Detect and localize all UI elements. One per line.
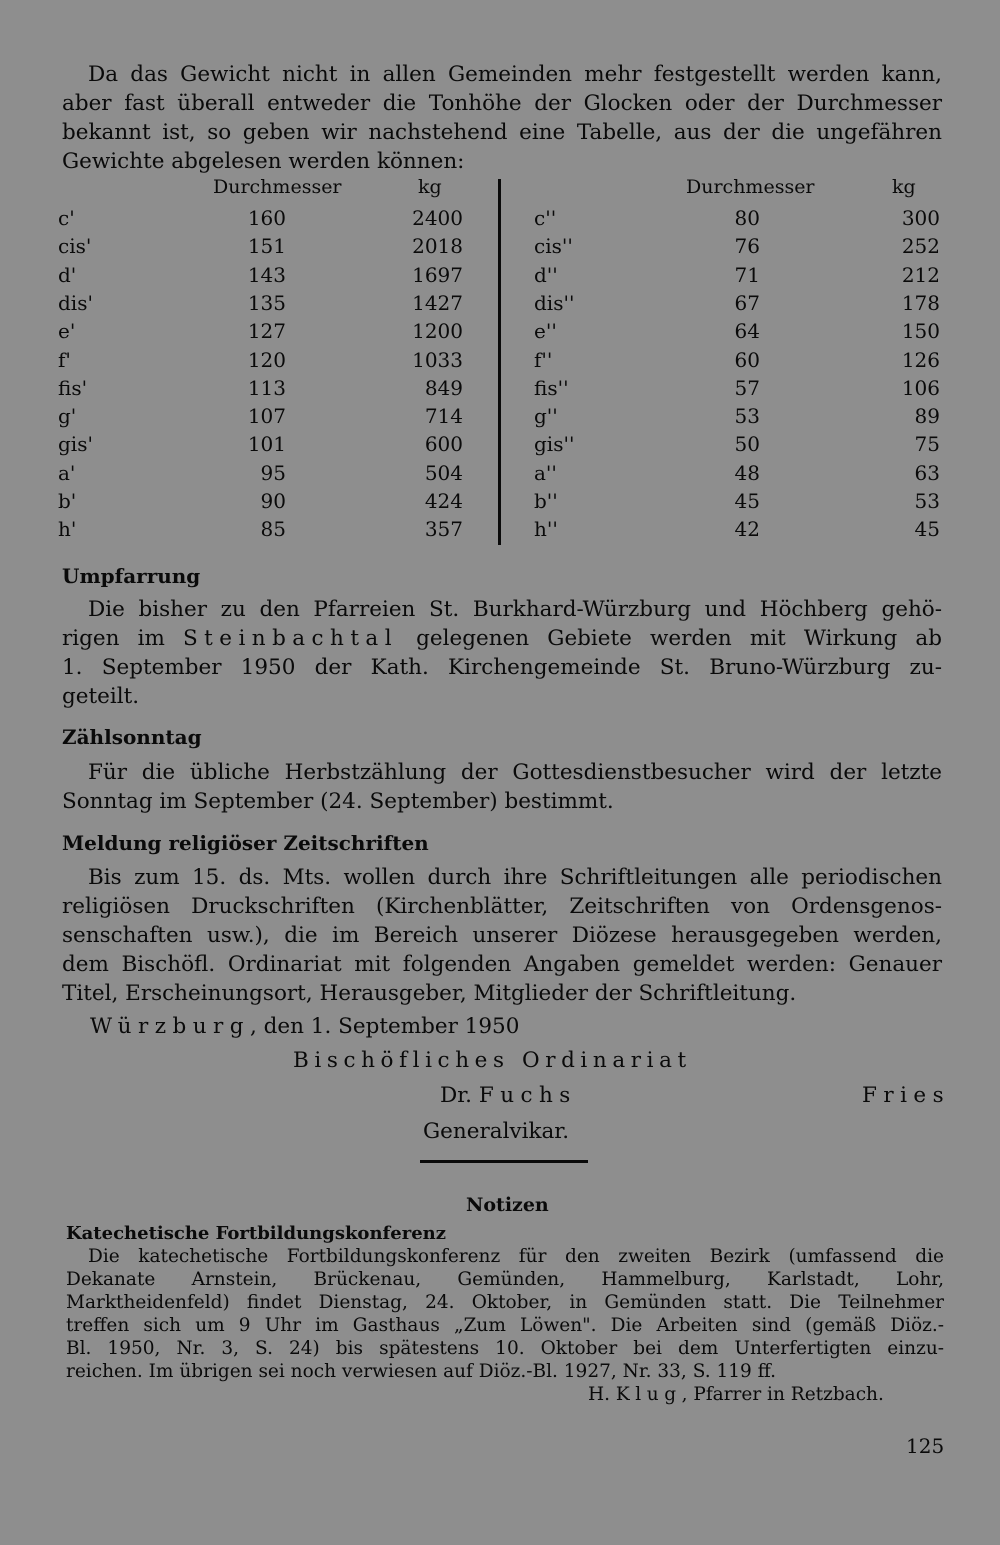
signature-place: Würzburg — [90, 1014, 250, 1039]
note-right: fis'' — [534, 375, 569, 400]
note-right: a'' — [534, 460, 557, 485]
table-row — [58, 459, 944, 487]
note-left: e' — [58, 319, 76, 344]
weight-left: 714 — [424, 404, 463, 429]
weight-right: 45 — [914, 517, 940, 542]
diameter-right: 48 — [734, 460, 760, 485]
table-row — [58, 515, 944, 543]
note-right: e'' — [534, 319, 557, 344]
diameter-left: 120 — [247, 347, 286, 372]
author-suffix: , Pfarrer in Retzbach. — [681, 1384, 884, 1405]
diameter-left: 90 — [260, 489, 286, 513]
weight-left: 504 — [424, 460, 463, 485]
note-right: g'' — [534, 404, 558, 429]
header-left-diameter: Durchmesser — [213, 176, 342, 198]
table-row — [58, 289, 944, 317]
diameter-left: 113 — [247, 375, 286, 400]
note-left: cis' — [58, 234, 92, 259]
notizen-author — [588, 1383, 884, 1406]
paragraph-line: geteilt. — [62, 684, 140, 709]
paragraph-line: senschaften usw.), die im Bereich unserer Diözese herausgegeben werden, — [62, 923, 942, 948]
header-right-kg: kg — [892, 176, 916, 198]
note-left: g' — [58, 404, 77, 429]
paragraph-line — [62, 624, 942, 653]
diameter-right: 57 — [734, 375, 760, 400]
table-row — [58, 346, 944, 374]
diameter-left: 101 — [247, 432, 286, 457]
paragraph-line: Für die übliche Herbstzählung der Gottesdienstbesucher wird der letzte — [88, 760, 942, 785]
signature-date-line — [90, 1012, 519, 1041]
paragraph-line: Bl. 1950, Nr. 3, S. 24) bis spätestens 10. Oktober bei dem Unterfertigten einzu- — [66, 1338, 944, 1359]
weight-left: 849 — [424, 375, 463, 400]
diameter-left: 85 — [260, 517, 286, 542]
note-left: c' — [58, 206, 75, 230]
header-left-kg: kg — [418, 176, 442, 198]
diameter-right: 76 — [734, 234, 760, 259]
note-left: f' — [58, 347, 71, 372]
zaehlsonntag-paragraph — [62, 758, 942, 816]
place-name-spaced: Steinbachtal — [183, 626, 399, 651]
intro-line: Da das Gewicht nicht in allen Gemeinden mehr festgestellt werden kann, — [88, 62, 942, 87]
note-right: d'' — [534, 262, 558, 287]
diameter-right: 53 — [734, 404, 760, 429]
note-left: a' — [58, 460, 76, 485]
table-header-row — [58, 173, 944, 201]
notizen-subheading: Katechetische Fortbildungskonferenz — [66, 1223, 446, 1244]
paragraph-line: Die bisher zu den Pfarreien St. Burkhard-Würzburg und Höchberg gehö- — [88, 597, 942, 622]
weight-left: 2400 — [412, 206, 463, 230]
umpfarrung-paragraph — [62, 595, 942, 711]
notizen-paragraph — [66, 1245, 944, 1383]
paragraph-line: Titel, Erscheinungsort, Herausgeber, Mitglieder der Schriftleitung. — [62, 981, 797, 1006]
section-heading-umpfarrung: Umpfarrung — [62, 564, 201, 588]
section-heading-zaehlsonntag: Zählsonntag — [62, 725, 202, 749]
diameter-right: 64 — [734, 319, 760, 344]
weight-right: 106 — [901, 375, 940, 400]
diameter-right: 42 — [734, 517, 760, 542]
paragraph-line: dem Bischöfl. Ordinariat mit folgenden Angaben gemeldet werden: Genauer — [62, 952, 942, 977]
note-right: h'' — [534, 517, 558, 542]
diameter-right: 71 — [734, 262, 760, 287]
section-divider — [420, 1160, 588, 1163]
signature-date: , den 1. September 1950 — [249, 1014, 520, 1039]
diameter-right: 80 — [734, 206, 760, 230]
paragraph-line: Marktheidenfeld) findet Dienstag, 24. Oktober, in Gemünden statt. Die Teilnehmer — [66, 1292, 944, 1313]
note-right: c'' — [534, 206, 557, 230]
notizen-heading: Notizen — [466, 1194, 549, 1216]
signature-office: Bischöfliches Ordinariat — [293, 1048, 692, 1073]
paragraph-line: Die katechetische Fortbildungskonferenz für den zweiten Bezirk (umfassend die — [88, 1246, 944, 1267]
weight-right: 212 — [901, 262, 940, 287]
signature-second-signer: Fries — [862, 1083, 951, 1108]
note-left: fis' — [58, 375, 88, 400]
paragraph-line: Bis zum 15. ds. Mts. wollen durch ihre Schriftleitungen alle periodischen — [88, 865, 942, 890]
weight-right: 53 — [914, 489, 940, 513]
intro-line: Gewichte abgelesen werden können: — [62, 149, 465, 174]
signature-name-prefix: Dr. — [440, 1083, 472, 1108]
table-row — [58, 317, 944, 345]
weight-left: 1697 — [412, 262, 463, 287]
weight-left: 600 — [424, 432, 463, 457]
paragraph-line: 1. September 1950 der Kath. Kirchengemeinde St. Bruno-Würzburg zu- — [62, 655, 942, 680]
table-row — [58, 261, 944, 289]
weight-right: 252 — [901, 234, 940, 259]
signature-name-line — [440, 1081, 577, 1110]
note-right: b'' — [534, 489, 558, 513]
note-right: f'' — [534, 347, 553, 372]
diameter-right: 45 — [734, 489, 760, 513]
note-right: dis'' — [534, 290, 575, 315]
paragraph-line: religiösen Druckschriften (Kirchenblätter, Zeitschriften von Ordensgenos- — [62, 894, 942, 919]
table-row — [58, 430, 944, 458]
section-heading-meldung: Meldung religiöser Zeitschriften — [62, 831, 429, 855]
weight-left: 1200 — [412, 319, 463, 344]
table-row — [58, 374, 944, 402]
paragraph-line: Dekanate Arnstein, Brückenau, Gemünden, Hammelburg, Karlstadt, Lohr, — [66, 1269, 944, 1290]
weight-right: 150 — [901, 319, 940, 344]
intro-line: aber fast überall entweder die Tonhöhe der Glocken oder der Durchmesser — [62, 91, 942, 116]
signature-name: Fuchs — [478, 1083, 577, 1108]
diameter-left: 95 — [260, 460, 286, 485]
table-row — [58, 402, 944, 430]
note-left: gis' — [58, 432, 93, 457]
intro-line: bekannt ist, so geben wir nachstehend eine Tabelle, aus der die ungefähren — [62, 120, 942, 145]
diameter-left: 160 — [247, 206, 286, 230]
table-row — [58, 204, 944, 232]
weight-right: 63 — [914, 460, 940, 485]
weight-left: 424 — [424, 489, 463, 513]
weight-right: 178 — [901, 290, 940, 315]
weight-right: 126 — [901, 347, 940, 372]
diameter-left: 143 — [247, 262, 286, 287]
weight-right: 300 — [901, 206, 940, 230]
bell-weight-table — [58, 173, 944, 545]
weight-right: 89 — [914, 404, 940, 429]
note-left: d' — [58, 262, 77, 287]
diameter-right: 67 — [734, 290, 760, 315]
author-name: Klug — [615, 1384, 682, 1405]
weight-left: 357 — [424, 517, 463, 542]
diameter-left: 135 — [247, 290, 286, 315]
author-prefix: H. — [588, 1384, 611, 1405]
paragraph-text: rigen im — [62, 626, 165, 651]
table-row — [58, 232, 944, 260]
weight-right: 75 — [914, 432, 940, 457]
signature-title: Generalvikar. — [423, 1119, 570, 1144]
paragraph-line: reichen. Im übrigen sei noch verwiesen auf Diöz.-Bl. 1927, Nr. 33, S. 119 ff. — [66, 1361, 777, 1382]
paragraph-line: treffen sich um 9 Uhr im Gasthaus „Zum Löwen". Die Arbeiten sind (gemäß Diöz.- — [66, 1315, 944, 1336]
weight-left: 2018 — [412, 234, 463, 259]
paragraph-line: Sonntag im September (24. September) bestimmt. — [62, 789, 614, 814]
table-row — [58, 487, 944, 515]
note-right: gis'' — [534, 432, 575, 457]
diameter-right: 60 — [734, 347, 760, 372]
diameter-left: 151 — [247, 234, 286, 259]
intro-paragraph — [62, 60, 942, 176]
page-number: 125 — [906, 1434, 945, 1458]
diameter-right: 50 — [734, 432, 760, 457]
diameter-left: 127 — [247, 319, 286, 344]
diameter-left: 107 — [247, 404, 286, 429]
paragraph-text: gelegenen Gebiete werden mit Wirkung ab — [416, 626, 942, 651]
header-right-diameter: Durchmesser — [686, 176, 815, 198]
note-left: h' — [58, 517, 77, 542]
weight-left: 1033 — [412, 347, 463, 372]
meldung-paragraph — [62, 863, 942, 1008]
note-right: cis'' — [534, 234, 573, 259]
note-left: dis' — [58, 290, 93, 315]
weight-left: 1427 — [412, 290, 463, 315]
note-left: b' — [58, 489, 77, 513]
